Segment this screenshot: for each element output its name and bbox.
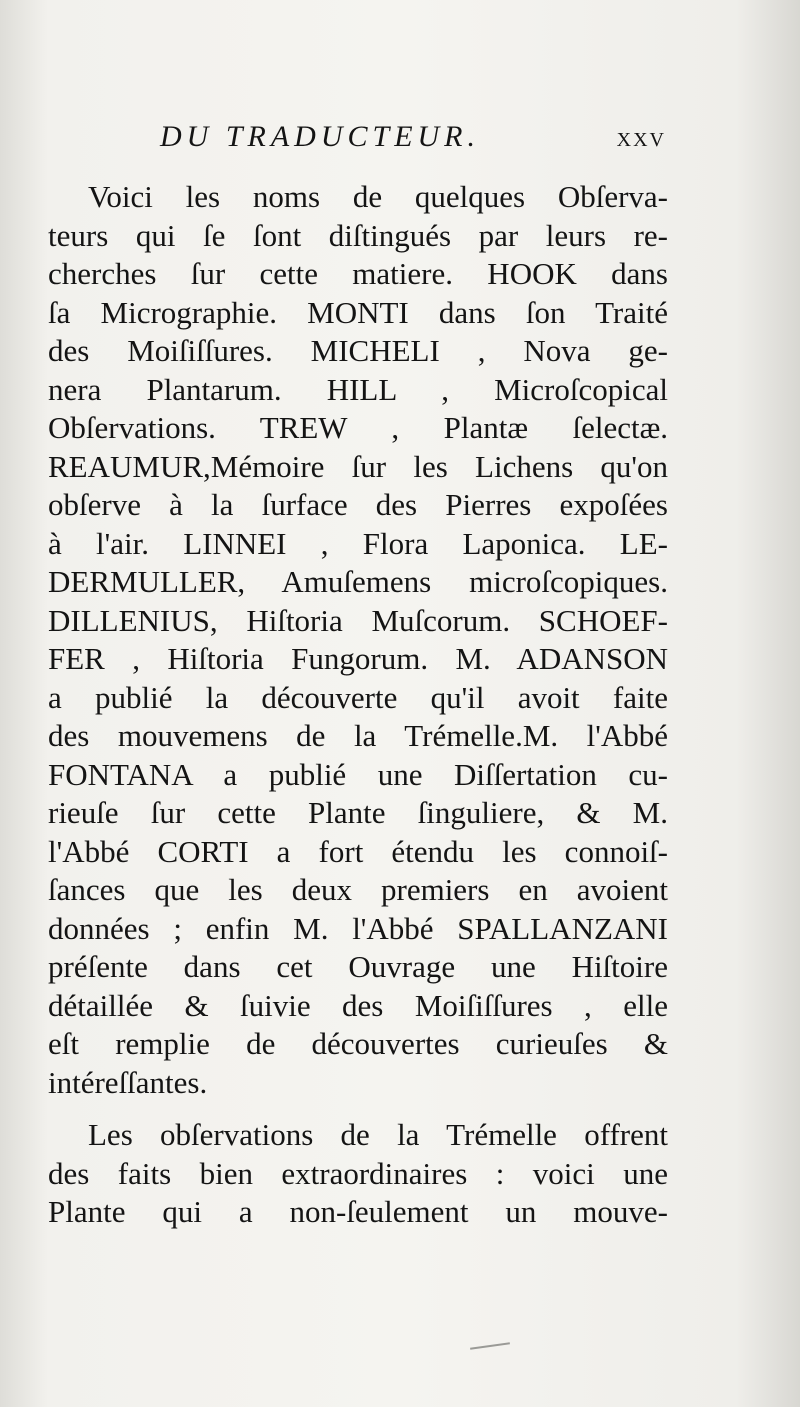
- paragraph: [48, 178, 668, 1102]
- text-line: FER , Hiſtoria Fungorum. M. ADANSON: [48, 641, 668, 676]
- text-line: données ; enfin M. l'Abbé SPALLANZANI: [48, 910, 668, 946]
- text-line: des mouvemens de la Trémelle.M. l'Abbé: [48, 718, 668, 753]
- text-line: Voici les noms de quelques Obſerva-: [88, 179, 668, 214]
- text-line: détaillée & ſuivie des Moiſiſſures , elle: [48, 987, 668, 1023]
- text-line: Plante qui a non-ſeulement un mouve-: [48, 1194, 668, 1229]
- text-line: a publié la découverte qu'il avoit faite: [48, 679, 668, 715]
- text-line: ſa Micrographie. MONTI dans ſon Traité: [48, 294, 668, 330]
- text-line: teurs qui ſe ſont diſtingués par leurs re-: [48, 217, 668, 253]
- text-line: préſente dans cet Ouvrage une Hiſtoire: [48, 949, 668, 984]
- text-line: rieuſe ſur cette Plante ſinguliere, & M.: [48, 795, 668, 830]
- paragraph-gap: [48, 1102, 668, 1116]
- text-line: ſances que les deux premiers en avoient: [48, 872, 668, 907]
- text-line: l'Abbé CORTI a fort étendu les connoiſ-: [48, 833, 668, 869]
- text-line: des Moiſiſſures. MICHELI , Nova ge-: [48, 333, 668, 368]
- text-line: DILLENIUS, Hiſtoria Muſcorum. SCHOEF-: [48, 602, 668, 638]
- running-title: DU TRADUCTEUR.: [160, 120, 481, 153]
- text-line: obſerve à la ſurface des Pierres expoſées: [48, 487, 668, 522]
- page-header: [160, 120, 666, 164]
- ink-mark: [470, 1342, 510, 1350]
- paragraph: [48, 1116, 668, 1232]
- text-line: Les obſervations de la Trémelle offrent: [88, 1117, 668, 1152]
- text-line: cherches ſur cette matiere. HOOK dans: [48, 256, 668, 291]
- text-line: intéreſſantes.: [48, 1064, 208, 1100]
- text-line: eſt remplie de découvertes curieuſes &: [48, 1026, 668, 1061]
- text-line: REAUMUR,Mémoire ſur les Lichens qu'on: [48, 448, 668, 484]
- text-line: Obſervations. TREW , Plantæ ſelectæ.: [48, 410, 668, 445]
- body-text: [48, 178, 668, 1232]
- text-line: nera Plantarum. HILL , Microſcopical: [48, 371, 668, 407]
- text-line: FONTANA a publié une Diſſertation cu-: [48, 756, 668, 792]
- page-number: xxv: [616, 122, 666, 153]
- text-line: à l'air. LINNEI , Flora Laponica. LE-: [48, 525, 668, 561]
- text-line: DERMULLER, Amuſemens microſcopiques.: [48, 564, 668, 599]
- text-line: des faits bien extraordinaires : voici une: [48, 1155, 668, 1191]
